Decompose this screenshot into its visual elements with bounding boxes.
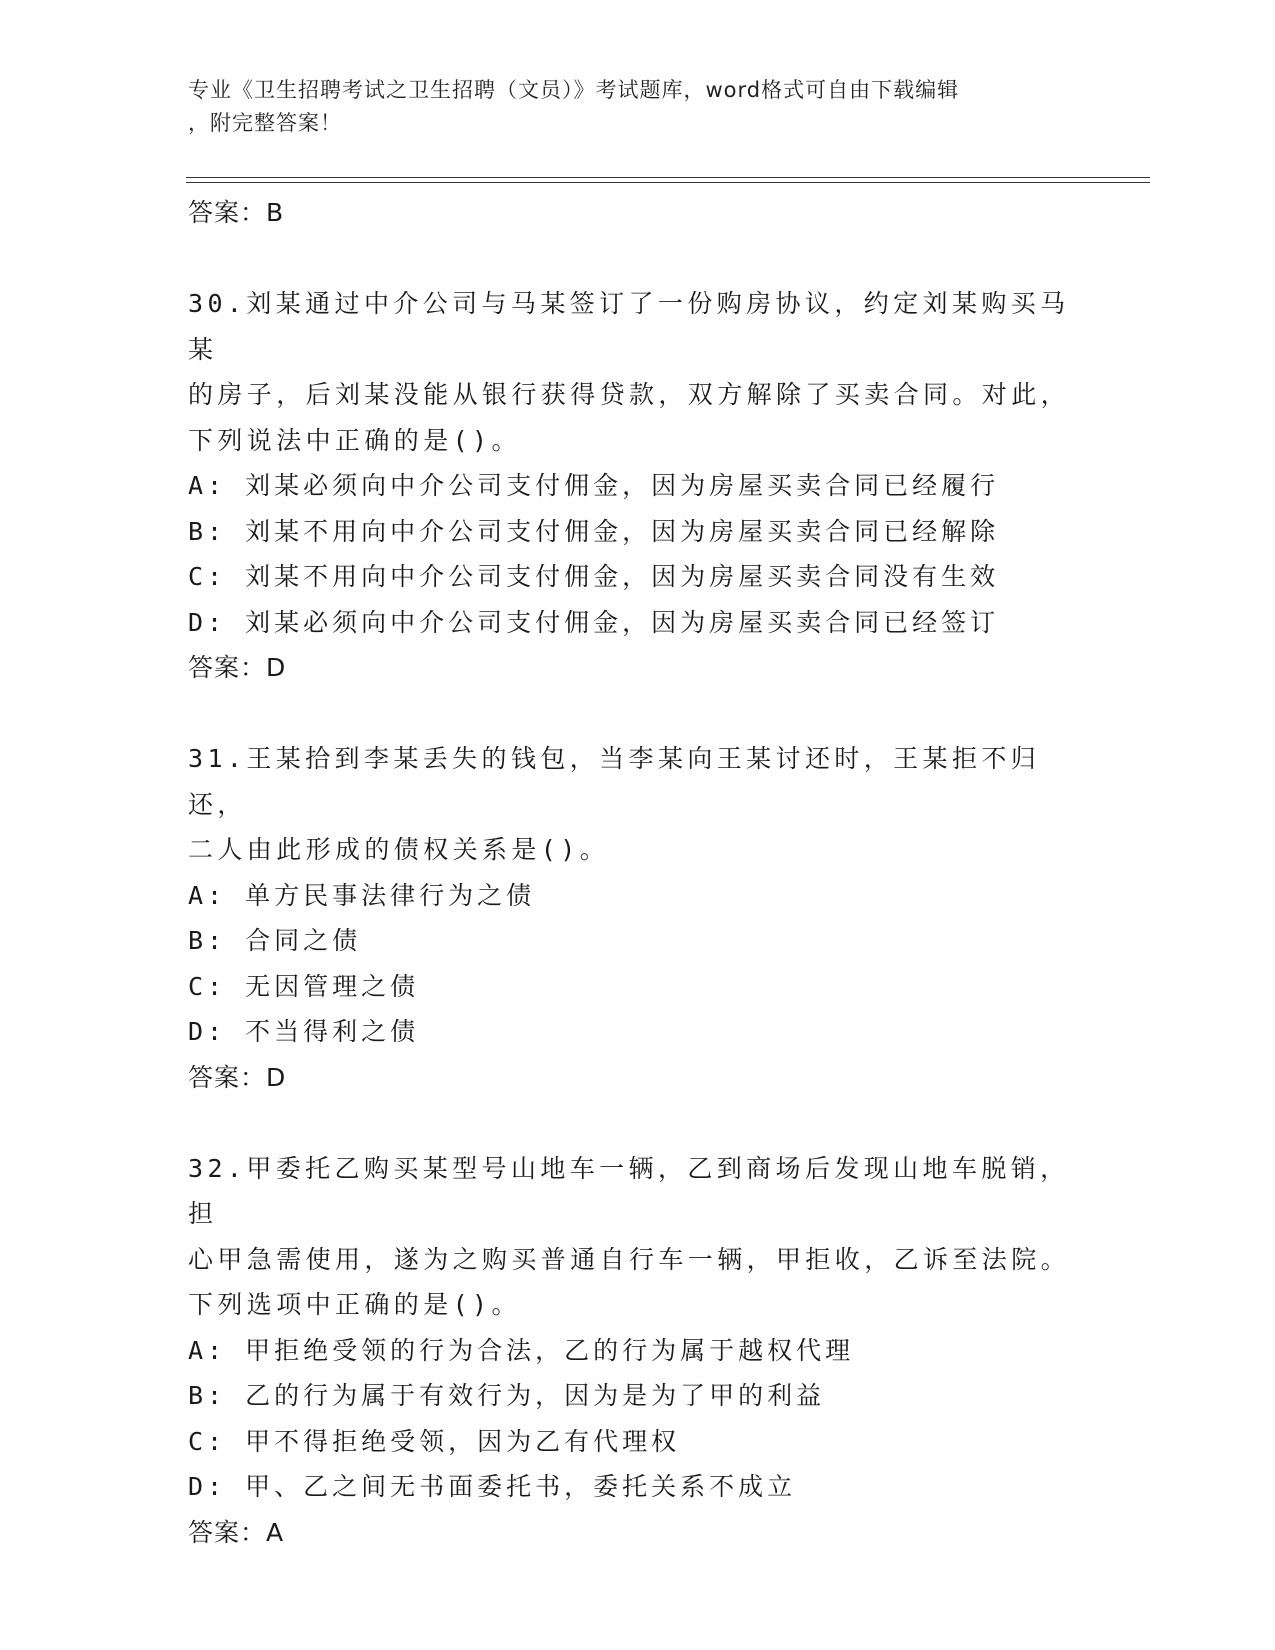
option-c: C: 刘某不用向中介公司支付佣金，因为房屋买卖合同没有生效 xyxy=(188,562,1000,591)
question-stem-line: 下列选项中正确的是()。 xyxy=(188,1290,521,1319)
question-answer: 答案：A xyxy=(188,1517,285,1547)
option-b: B: 刘某不用向中介公司支付佣金，因为房屋买卖合同已经解除 xyxy=(188,516,1000,546)
header-divider-secondary xyxy=(186,182,1150,183)
option-c: C: 无因管理之债 xyxy=(188,971,420,1001)
question-stem-line: 30.刘某通过中介公司与马某签订了一份购房协议，约定刘某购买马某 xyxy=(188,289,1070,364)
question-stem-line: 31.王某拾到李某丢失的钱包，当李某向王某讨还时，王某拒不归还， xyxy=(188,744,1041,819)
page-header xyxy=(188,74,1088,140)
question-stem-line: 下列说法中正确的是()。 xyxy=(188,425,521,455)
header-line-2: ，附完整答案！ xyxy=(188,111,342,135)
option-b: B: 合同之债 xyxy=(188,926,362,955)
option-a: A: 单方民事法律行为之债 xyxy=(188,880,536,910)
question-stem-line: 心甲急需使用，遂为之购买普通自行车一辆，甲拒收，乙诉至法院。 xyxy=(188,1244,1071,1274)
question-stem-line: 的房子，后刘某没能从银行获得贷款，双方解除了买卖合同。对此， xyxy=(188,380,1071,409)
option-d: D: 不当得利之债 xyxy=(188,1017,420,1046)
question-32 xyxy=(188,1146,1088,1556)
header-divider xyxy=(186,177,1150,178)
header-line-1: 专业《卫生招聘考试之卫生招聘（文员）》考试题库，word格式可自由下载编辑 xyxy=(188,78,960,102)
question-answer: 答案：D xyxy=(188,1062,287,1092)
question-30 xyxy=(188,281,1088,691)
question-list xyxy=(188,188,1088,1556)
option-d: D: 刘某必须向中介公司支付佣金，因为房屋买卖合同已经签订 xyxy=(188,607,1000,637)
option-c: C: 甲不得拒绝受领，因为乙有代理权 xyxy=(188,1426,681,1456)
question-stem-line: 32.甲委托乙购买某型号山地车一辆，乙到商场后发现山地车脱销，担 xyxy=(188,1153,1070,1228)
option-a: A: 刘某必须向中介公司支付佣金，因为房屋买卖合同已经履行 xyxy=(188,471,1000,500)
question-31 xyxy=(188,736,1088,1101)
option-b: B: 乙的行为属于有效行为，因为是为了甲的利益 xyxy=(188,1381,826,1410)
option-a: A: 甲拒绝受领的行为合法，乙的行为属于越权代理 xyxy=(188,1335,855,1365)
question-answer: 答案：D xyxy=(188,653,287,682)
option-d: D: 甲、乙之间无书面委托书，委托关系不成立 xyxy=(188,1472,797,1501)
question-stem-line: 二人由此形成的债权关系是()。 xyxy=(188,835,610,864)
previous-answer: 答案：B xyxy=(188,198,285,227)
